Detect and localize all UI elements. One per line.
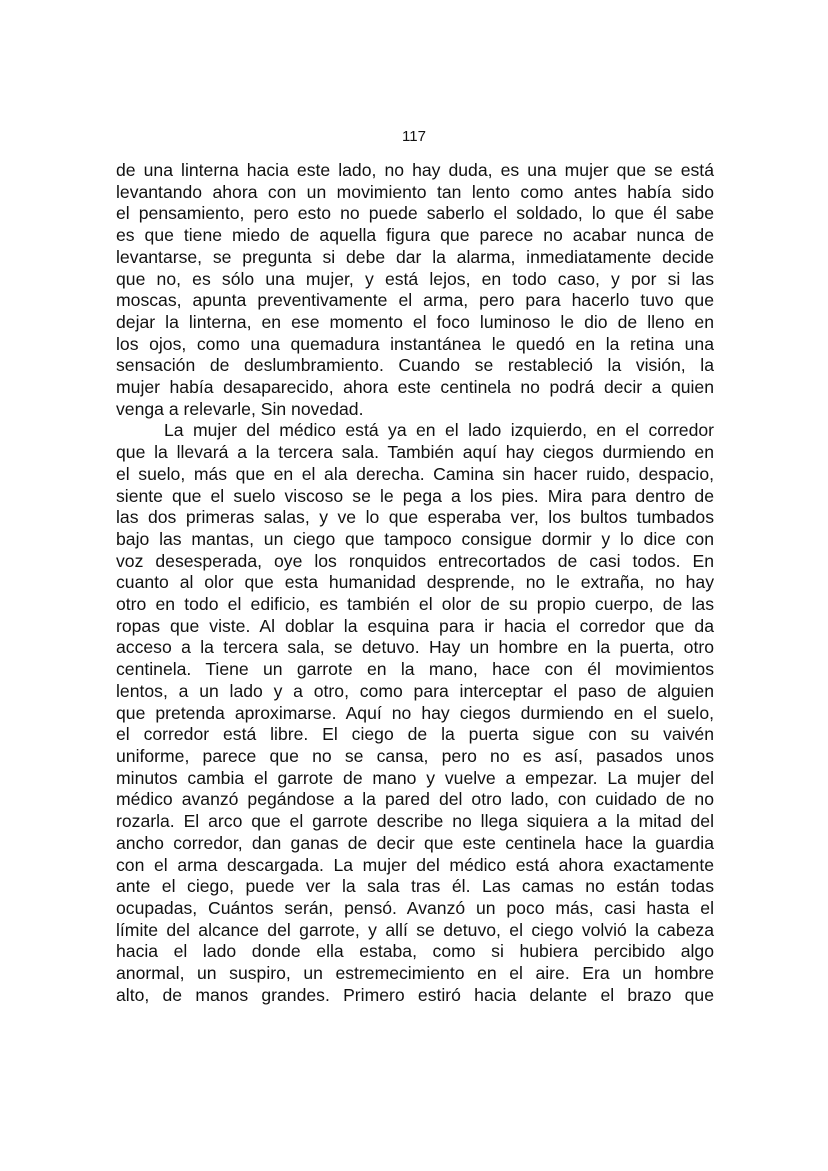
text-line: de una linterna hacia este lado, no hay duda, es una mujer que se está xyxy=(116,160,714,180)
text-line: siente que el suelo viscoso se le pega a los pies. Mira para dentro de xyxy=(116,485,714,506)
text-line: bajo las mantas, un ciego que tampoco consigue dormir y lo dice con xyxy=(116,528,714,549)
text-line: anormal, un suspiro, un estremecimiento en el aire. Era un hombre xyxy=(116,963,714,984)
text-line: levantando ahora con un movimiento tan lento como antes había sido xyxy=(116,181,714,202)
text-line: ropas que viste. Al doblar la esquina para ir hacia el corredor que da xyxy=(116,615,714,636)
text-line: voz desesperada, oye los ronquidos entrecortados de casi todos. En xyxy=(116,550,714,571)
text-line: cuanto al olor que esta humanidad desprende, no le extraña, no hay xyxy=(116,572,714,593)
text-line: ante el ciego, puede ver la sala tras él. Las camas no están todas xyxy=(116,876,714,897)
text-line: ocupadas, Cuántos serán, pensó. Avanzó un poco más, casi hasta el xyxy=(116,897,714,918)
page-number: 117 xyxy=(402,128,426,145)
text-line: mujer había desaparecido, ahora este centinela no podrá decir a quien xyxy=(116,377,714,398)
text-line: venga a relevarle, Sin novedad. xyxy=(116,398,364,419)
text-line: rozarla. El arco que el garrote describe no llega siquiera a la mitad del xyxy=(116,811,714,832)
text-line: el pensamiento, pero esto no puede saberlo el soldado, lo que él sabe xyxy=(116,203,714,224)
text-line: hacia el lado donde ella estaba, como si hubiera percibido algo xyxy=(116,941,714,962)
text-line: que la llevará a la tercera sala. También aquí hay ciegos durmiendo en xyxy=(116,442,714,463)
text-line: alto, de manos grandes. Primero estiró hacia delante el brazo que xyxy=(116,984,714,1005)
text-line: que pretenda aproximarse. Aquí no hay ciegos durmiendo en el suelo, xyxy=(116,702,714,723)
text-line: moscas, apunta preventivamente el arma, pero para hacerlo tuvo que xyxy=(116,290,714,311)
text-line: minutos cambia el garrote de mano y vuelve a empezar. La mujer del xyxy=(116,767,714,788)
text-line: el suelo, más que en el ala derecha. Camina sin hacer ruido, despacio, xyxy=(116,463,714,484)
text-line: los ojos, como una quemadura instantánea le quedó en la retina una xyxy=(116,333,714,354)
text-line: otro en todo el edificio, es también el olor de su propio cuerpo, de las xyxy=(116,594,714,615)
text-line: acceso a la tercera sala, se detuvo. Hay un hombre en la puerta, otro xyxy=(116,637,714,658)
page-body xyxy=(116,160,714,1006)
text-line: con el arma descargada. La mujer del médico está ahora exactamente xyxy=(116,854,714,875)
text-line: centinela. Tiene un garrote en la mano, hace con él movimientos xyxy=(116,659,714,680)
text-line: uniforme, parece que no se cansa, pero no es así, pasados unos xyxy=(116,745,714,766)
text-line: La mujer del médico está ya en el lado izquierdo, en el corredor xyxy=(164,420,714,441)
text-line: dejar la linterna, en ese momento el foco luminoso le dio de lleno en xyxy=(116,311,714,332)
text-line: sensación de deslumbramiento. Cuando se restableció la visión, la xyxy=(116,355,714,376)
text-line: médico avanzó pegándose a la pared del otro lado, con cuidado de no xyxy=(116,789,714,810)
text-line: levantarse, se pregunta si debe dar la alarma, inmediatamente decide xyxy=(116,246,714,267)
paragraph-1 xyxy=(116,160,714,420)
text-line: las dos primeras salas, y ve lo que esperaba ver, los bultos tumbados xyxy=(116,507,714,528)
text-line: es que tiene miedo de aquella figura que parece no acabar nunca de xyxy=(116,225,714,246)
text-line: ancho corredor, dan ganas de decir que este centinela hace la guardia xyxy=(116,832,714,853)
paragraph-2 xyxy=(116,420,714,1006)
text-line: el corredor está libre. El ciego de la puerta sigue con su vaivén xyxy=(116,724,714,745)
text-line: límite del alcance del garrote, y allí se detuvo, el ciego volvió la cabeza xyxy=(116,919,714,940)
text-line: que no, es sólo una mujer, y está lejos, en todo caso, y por si las xyxy=(116,268,714,289)
text-line: lentos, a un lado y a otro, como para interceptar el paso de alguien xyxy=(116,680,714,701)
